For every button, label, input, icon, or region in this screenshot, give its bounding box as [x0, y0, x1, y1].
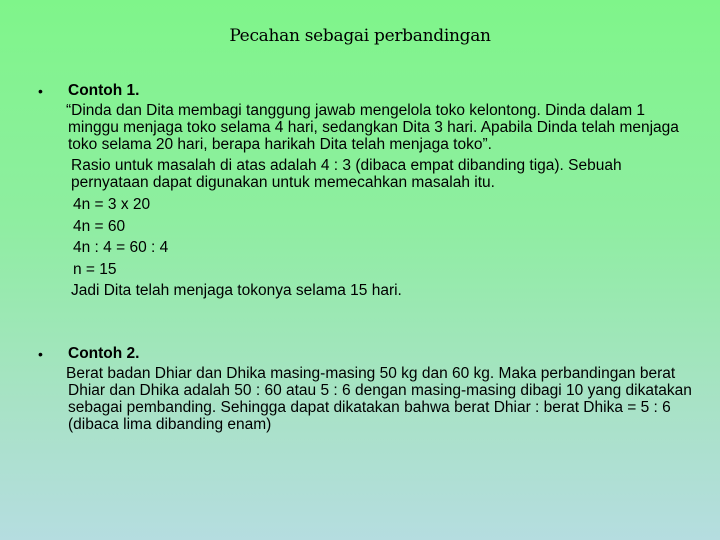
example-1-steps	[68, 194, 698, 302]
step-line: 4n = 60	[73, 217, 126, 235]
slide-title: Pecahan sebagai perbandingan	[229, 26, 491, 46]
example-1-conclusion: Jadi Dita telah menjaga tokonya selama 15 hari.	[71, 282, 402, 299]
example-2-text: Berat badan Dhiar dan Dhika masing-masing 50 kg dan 60 kg. Maka perbandingan berat Dhiar dan Dhika adalah 50 : 60 atau 5 : 6 dengan masing-masing dibagi 10 yang dikatakan sebagai pembanding. Sehingga dapat dikatakan bahwa berat Dhiar : berat Dhika = 5 : 6 (dibaca lima dibanding enam)	[66, 365, 692, 433]
step-line: n = 15	[73, 260, 117, 278]
example-1-ratio: Rasio untuk masalah di atas adalah 4 : 3 (dibaca empat dibanding tiga). Sebuah pernyataan dapat digunakan untuk memecahkan masalah itu.	[71, 157, 622, 191]
bullet-marker: •	[38, 83, 43, 99]
example-1-block	[38, 80, 698, 302]
step-line: 4n = 3 x 20	[73, 196, 151, 213]
bullet-marker: •	[38, 346, 43, 362]
example-1-heading: Contoh 1.	[68, 82, 140, 99]
example-2-heading: Contoh 2.	[68, 345, 140, 362]
step-line: 4n : 4 = 60 : 4	[73, 239, 169, 256]
example-2-block	[38, 343, 698, 433]
example-1-problem: “Dinda dan Dita membagi tanggung jawab mengelola toko kelontong. Dinda dalam 1 minggu menjaga toko selama 4 hari, sedangkan Dita 3 hari. Apabila Dinda telah menjaga toko selama 20 hari, berapa harikah Dita telah menjaga toko”.	[66, 102, 679, 153]
